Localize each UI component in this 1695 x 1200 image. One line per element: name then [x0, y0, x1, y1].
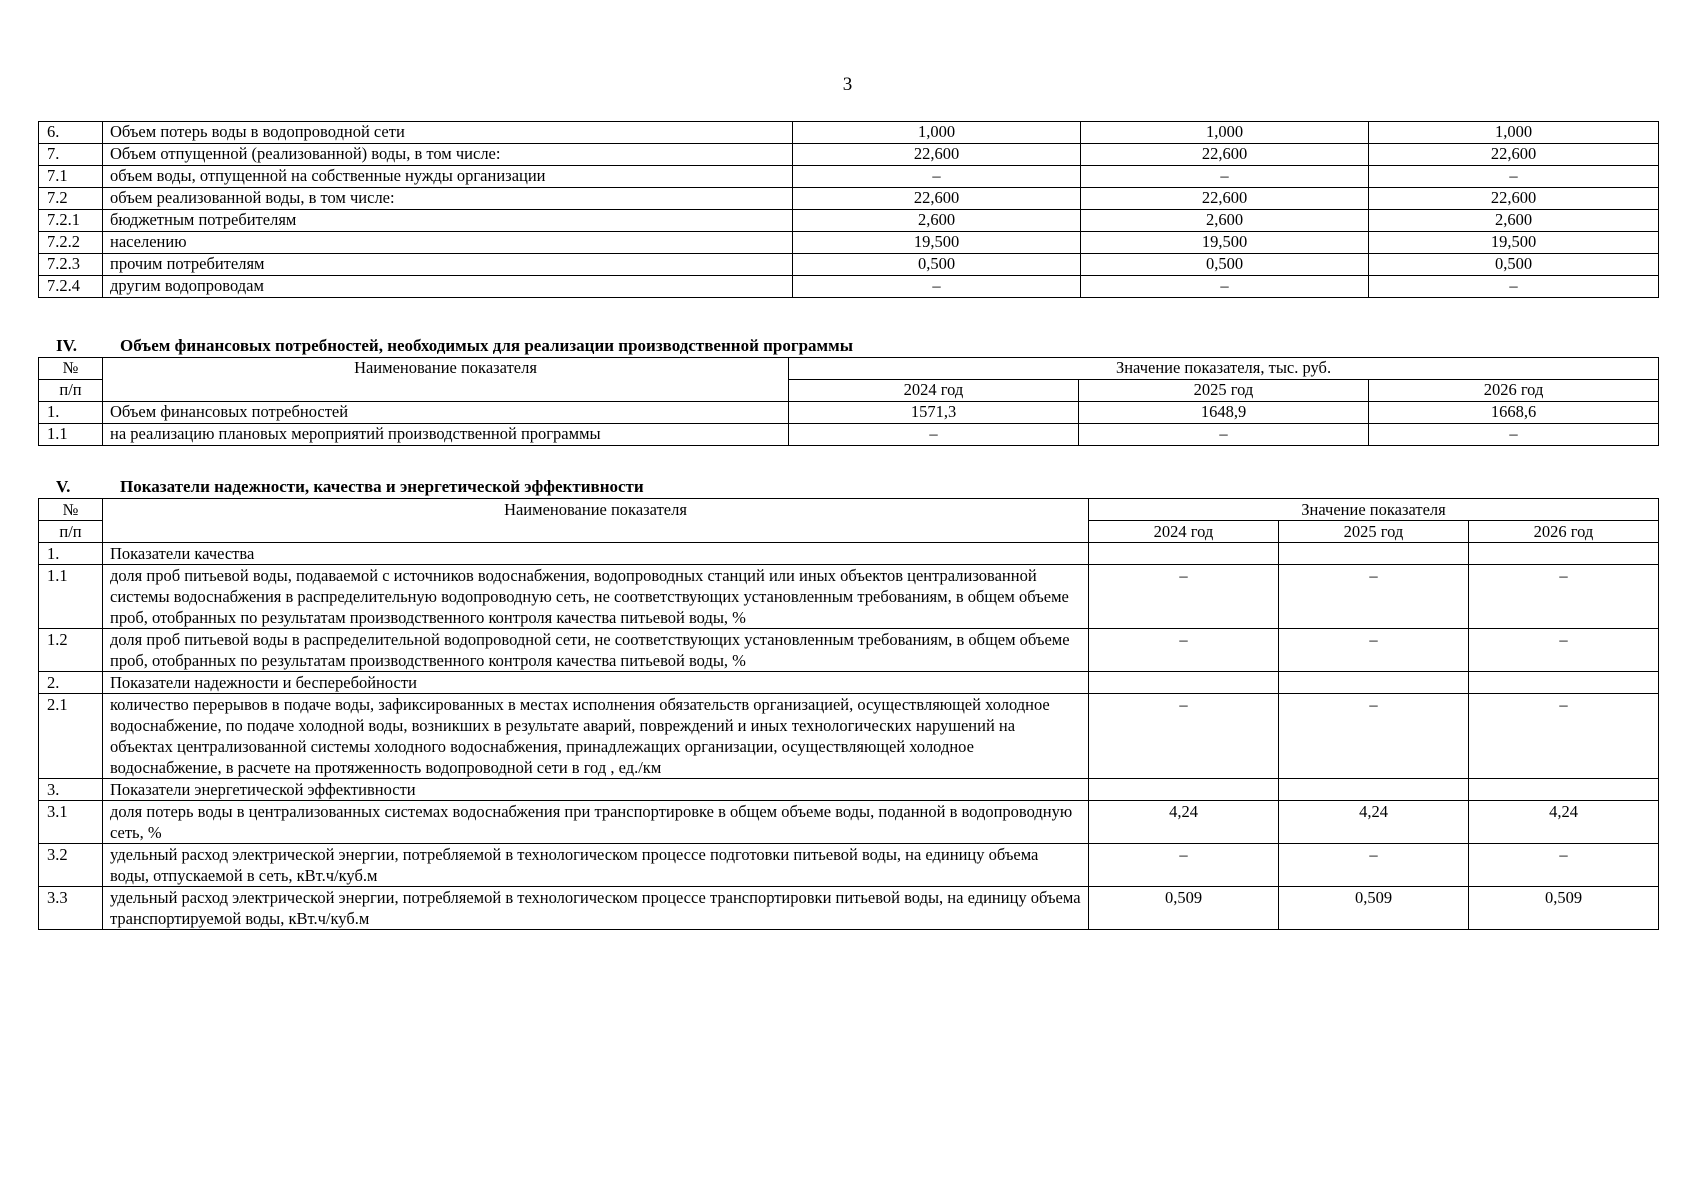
value-2026-cell: 22,600 — [1369, 144, 1659, 166]
header-no: № — [39, 358, 103, 380]
value-2026-cell: 1668,6 — [1369, 402, 1659, 424]
row-number-cell: 1.1 — [39, 424, 103, 446]
value-2025-cell: – — [1279, 694, 1469, 779]
value-2024-cell: 1571,3 — [789, 402, 1079, 424]
value-2025-cell: 0,509 — [1279, 887, 1469, 930]
value-2024-cell: – — [1089, 565, 1279, 629]
indicator-name-cell: населению — [103, 232, 793, 254]
indicators-table — [38, 498, 1659, 930]
row-number-cell: 1.2 — [39, 629, 103, 672]
row-number-cell: 7.1 — [39, 166, 103, 188]
value-2026-cell: 0,500 — [1369, 254, 1659, 276]
header-year-2026: 2026 год — [1369, 380, 1659, 402]
value-2025-cell: 1648,9 — [1079, 402, 1369, 424]
indicator-name-cell: доля потерь воды в централизованных системах водоснабжения при транспортировке в общем объеме воды, поданной в водопроводную сеть, % — [103, 801, 1089, 844]
value-2025-cell: – — [1079, 424, 1369, 446]
value-2026-cell: 19,500 — [1369, 232, 1659, 254]
volumes-table-body — [39, 122, 1659, 298]
table-row — [39, 210, 1659, 232]
header-year-2025: 2025 год — [1079, 380, 1369, 402]
value-2025-cell — [1279, 779, 1469, 801]
indicator-name-cell: доля проб питьевой воды в распределительной водопроводной сети, не соответствующих установленным требованиям, в общем объеме проб, отобранных по результатам производственного контроля качества питьевой воды, % — [103, 629, 1089, 672]
table-row — [39, 672, 1659, 694]
header-no: № — [39, 499, 103, 521]
value-2025-cell: 1,000 — [1081, 122, 1369, 144]
indicators-table-body — [39, 499, 1659, 930]
value-2025-cell — [1279, 672, 1469, 694]
row-number-cell: 7.2.3 — [39, 254, 103, 276]
value-2024-cell: 22,600 — [793, 144, 1081, 166]
financial-table-body — [39, 358, 1659, 446]
table-row — [39, 276, 1659, 298]
indicator-name-cell: Показатели качества — [103, 543, 1089, 565]
table-row — [39, 144, 1659, 166]
row-number-cell: 7.2 — [39, 188, 103, 210]
indicator-name-cell: Показатели надежности и бесперебойности — [103, 672, 1089, 694]
indicator-name-cell: удельный расход электрической энергии, потребляемой в технологическом процессе подготовки питьевой воды, на единицу объема воды, отпускаемой в сеть, кВт.ч/куб.м — [103, 844, 1089, 887]
indicator-name-cell: Объем финансовых потребностей — [103, 402, 789, 424]
volumes-table — [38, 121, 1659, 298]
table-row — [39, 254, 1659, 276]
row-number-cell: 3.3 — [39, 887, 103, 930]
table-row — [39, 779, 1659, 801]
row-number-cell: 7. — [39, 144, 103, 166]
indicator-name-cell: количество перерывов в подаче воды, зафиксированных в местах исполнения обязательств организацией, осуществляющей холодное водоснабжение, по подаче холодной воды, возникших в результате аварий, повреждений и иных технологических нарушений на объектах централизованной системы холодного водоснабжения, принадлежащих организации, осуществляющей холодное водоснабжение, в расчете на протяженность водопроводной сети в год , ед./км — [103, 694, 1089, 779]
value-2024-cell: 22,600 — [793, 188, 1081, 210]
value-2025-cell: – — [1081, 276, 1369, 298]
value-2025-cell: 19,500 — [1081, 232, 1369, 254]
value-2025-cell: 0,500 — [1081, 254, 1369, 276]
header-year-2025: 2025 год — [1279, 521, 1469, 543]
value-2026-cell: – — [1469, 694, 1659, 779]
indicator-name-cell: на реализацию плановых мероприятий производственной программы — [103, 424, 789, 446]
header-year-2024: 2024 год — [789, 380, 1079, 402]
table-row — [39, 188, 1659, 210]
table-row — [39, 565, 1659, 629]
value-2024-cell: 19,500 — [793, 232, 1081, 254]
table-row — [39, 543, 1659, 565]
indicator-name-cell: другим водопроводам — [103, 276, 793, 298]
row-number-cell: 7.2.2 — [39, 232, 103, 254]
row-number-cell: 3. — [39, 779, 103, 801]
value-2026-cell: 0,509 — [1469, 887, 1659, 930]
header-value: Значение показателя — [1089, 499, 1659, 521]
header-name: Наименование показателя — [103, 499, 1089, 543]
section-5-heading — [56, 477, 644, 497]
table-row — [39, 122, 1659, 144]
row-number-cell: 1. — [39, 402, 103, 424]
indicator-name-cell: удельный расход электрической энергии, потребляемой в технологическом процессе транспортировки питьевой воды, на единицу объема транспортируемой воды, кВт.ч/куб.м — [103, 887, 1089, 930]
value-2026-cell — [1469, 543, 1659, 565]
value-2025-cell: – — [1279, 844, 1469, 887]
section-4-number: IV. — [56, 336, 77, 355]
row-number-cell: 2.1 — [39, 694, 103, 779]
value-2025-cell: – — [1081, 166, 1369, 188]
table-row — [39, 694, 1659, 779]
indicator-name-cell: объем воды, отпущенной на собственные нужды организации — [103, 166, 793, 188]
value-2026-cell: – — [1369, 276, 1659, 298]
value-2025-cell: 22,600 — [1081, 188, 1369, 210]
header-year-2026: 2026 год — [1469, 521, 1659, 543]
value-2024-cell — [1089, 779, 1279, 801]
value-2025-cell: 2,600 — [1081, 210, 1369, 232]
indicator-name-cell: прочим потребителям — [103, 254, 793, 276]
header-value: Значение показателя, тыс. руб. — [789, 358, 1659, 380]
value-2026-cell — [1469, 779, 1659, 801]
section-5-number: V. — [56, 477, 71, 496]
indicator-name-cell: объем реализованной воды, в том числе: — [103, 188, 793, 210]
value-2026-cell: 22,600 — [1369, 188, 1659, 210]
table-row — [39, 424, 1659, 446]
value-2024-cell: 0,509 — [1089, 887, 1279, 930]
value-2026-cell: – — [1469, 629, 1659, 672]
value-2026-cell: – — [1469, 565, 1659, 629]
table-row — [39, 402, 1659, 424]
section-4-title: Объем финансовых потребностей, необходимых для реализации производственной программы — [120, 336, 853, 355]
table-row — [39, 801, 1659, 844]
indicator-name-cell: Показатели энергетической эффективности — [103, 779, 1089, 801]
row-number-cell: 1.1 — [39, 565, 103, 629]
value-2026-cell: – — [1369, 166, 1659, 188]
row-number-cell: 7.2.1 — [39, 210, 103, 232]
value-2024-cell: 1,000 — [793, 122, 1081, 144]
table-row — [39, 887, 1659, 930]
value-2024-cell — [1089, 672, 1279, 694]
indicator-name-cell: бюджетным потребителям — [103, 210, 793, 232]
row-number-cell: 3.1 — [39, 801, 103, 844]
value-2026-cell: – — [1369, 424, 1659, 446]
value-2025-cell: – — [1279, 629, 1469, 672]
value-2024-cell — [1089, 543, 1279, 565]
value-2024-cell: 0,500 — [793, 254, 1081, 276]
value-2025-cell: 22,600 — [1081, 144, 1369, 166]
row-number-cell: 1. — [39, 543, 103, 565]
table-row — [39, 232, 1659, 254]
row-number-cell: 7.2.4 — [39, 276, 103, 298]
value-2024-cell: – — [1089, 844, 1279, 887]
header-pp: п/п — [39, 380, 103, 402]
table-row — [39, 629, 1659, 672]
value-2026-cell: – — [1469, 844, 1659, 887]
table-row — [39, 166, 1659, 188]
value-2024-cell: 2,600 — [793, 210, 1081, 232]
value-2024-cell: – — [1089, 694, 1279, 779]
value-2026-cell: 2,600 — [1369, 210, 1659, 232]
financial-header-row-1 — [39, 358, 1659, 380]
section-4-heading — [56, 336, 853, 356]
row-number-cell: 2. — [39, 672, 103, 694]
value-2024-cell: – — [793, 166, 1081, 188]
row-number-cell: 3.2 — [39, 844, 103, 887]
value-2025-cell: 4,24 — [1279, 801, 1469, 844]
value-2024-cell: – — [793, 276, 1081, 298]
section-5-title: Показатели надежности, качества и энергетической эффективности — [120, 477, 644, 496]
indicator-name-cell: доля проб питьевой воды, подаваемой с источников водоснабжения, водопроводных станций или иных объектов централизованной системы водоснабжения в распределительную водопроводную сеть, не соответствующих установленным требованиям, в общем объеме проб, отобранных по результатам производственного контроля качества питьевой воды, % — [103, 565, 1089, 629]
value-2025-cell — [1279, 543, 1469, 565]
value-2026-cell — [1469, 672, 1659, 694]
table-row — [39, 844, 1659, 887]
indicator-name-cell: Объем потерь воды в водопроводной сети — [103, 122, 793, 144]
indicator-name-cell: Объем отпущенной (реализованной) воды, в том числе: — [103, 144, 793, 166]
header-year-2024: 2024 год — [1089, 521, 1279, 543]
header-pp: п/п — [39, 521, 103, 543]
indicators-header-row-1 — [39, 499, 1659, 521]
value-2026-cell: 4,24 — [1469, 801, 1659, 844]
value-2026-cell: 1,000 — [1369, 122, 1659, 144]
financial-table — [38, 357, 1659, 446]
value-2024-cell: – — [789, 424, 1079, 446]
value-2024-cell: 4,24 — [1089, 801, 1279, 844]
page-number: 3 — [842, 74, 853, 95]
value-2024-cell: – — [1089, 629, 1279, 672]
value-2025-cell: – — [1279, 565, 1469, 629]
header-name: Наименование показателя — [103, 358, 789, 402]
row-number-cell: 6. — [39, 122, 103, 144]
